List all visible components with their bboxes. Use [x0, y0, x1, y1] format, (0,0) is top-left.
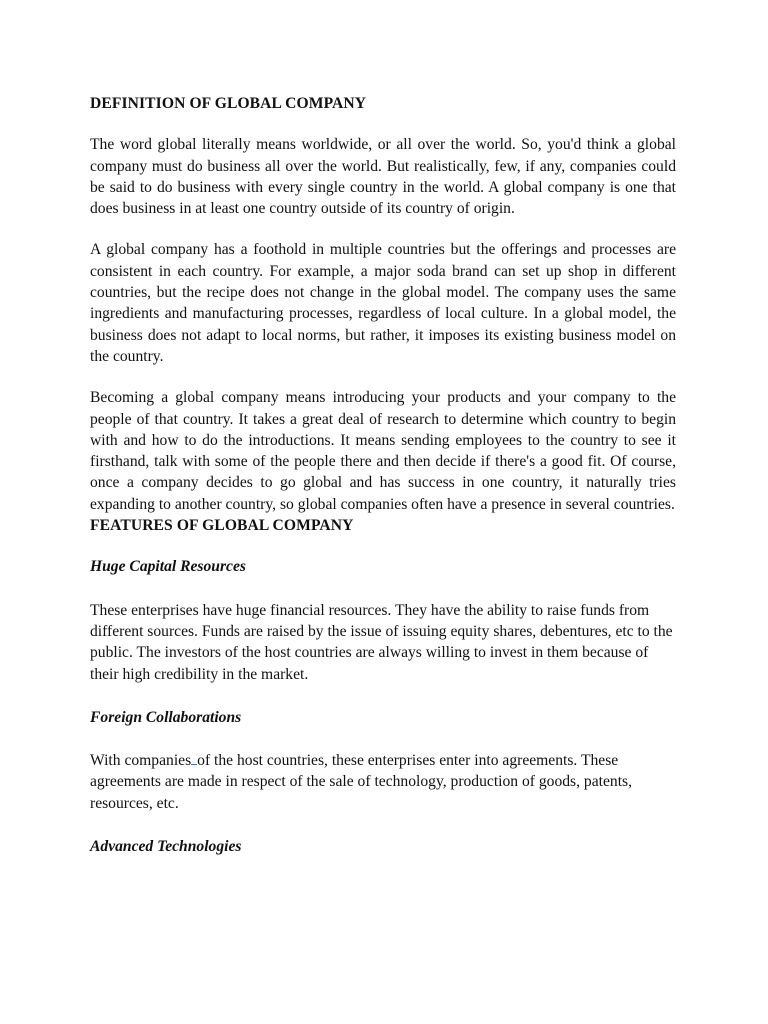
subheading-foreign-collaborations: Foreign Collaborations [90, 708, 242, 726]
subheading-advanced-technologies: Advanced Technologies [90, 838, 242, 856]
heading-features: FEATURES OF GLOBAL COMPANY [90, 517, 354, 535]
subheading-huge-capital-resources: Huge Capital Resources [90, 558, 246, 576]
paragraph-foreign-collaborations-start: With companies [90, 752, 192, 770]
heading-definition: DEFINITION OF GLOBAL COMPANY [90, 95, 367, 112]
document-page [90, 93, 676, 857]
paragraph-huge-capital-resources: These enterprises have huge financial resources. They have the ability to raise funds from different sources. Funds are raised by the issue of issuing equity shares, debentures, etc to the public. The investors of the host countries are always willing to invest in them because of their high credibility in the market. [90, 601, 673, 683]
paragraph-definition-3: Becoming a global company means introducing your products and your company to the people of that country. It takes a great deal of research to determine which country to begin with and how to do the introductions. It means sending employees to the country to see it firsthand, talk with some of the people there and then decide if there's a good fit. Of course, once a company decides to go global and has success in one country, it naturally tries expanding to another country, so global companies often have a presence in several countries. [90, 389, 676, 513]
paragraph-definition-1: The word global literally means worldwide, or all over the world. So, you'd think a global company must do business all over the world. But realistically, few, if any, companies could be said to do business with every single country in the world. A global company is one that does business in at least one country outside of its country of origin. [90, 136, 676, 218]
paragraph-definition-2: A global company has a foothold in multiple countries but the offerings and processes are consistent in each country. For example, a major soda brand can set up shop in different countries, but the recipe does not change in the global model. The company uses the same ingredients and manufacturing processes, regardless of local culture. In a global model, the business does not adapt to local norms, but rather, it imposes its existing business model on the country. [90, 241, 676, 365]
paragraph-foreign-collaborations [90, 750, 676, 814]
paragraph-foreign-collaborations-rest: of the host countries, these enterprises enter into agreements. These agreements are made in respect of the sale of technology, production of goods, patents, resources, etc. [90, 752, 632, 812]
